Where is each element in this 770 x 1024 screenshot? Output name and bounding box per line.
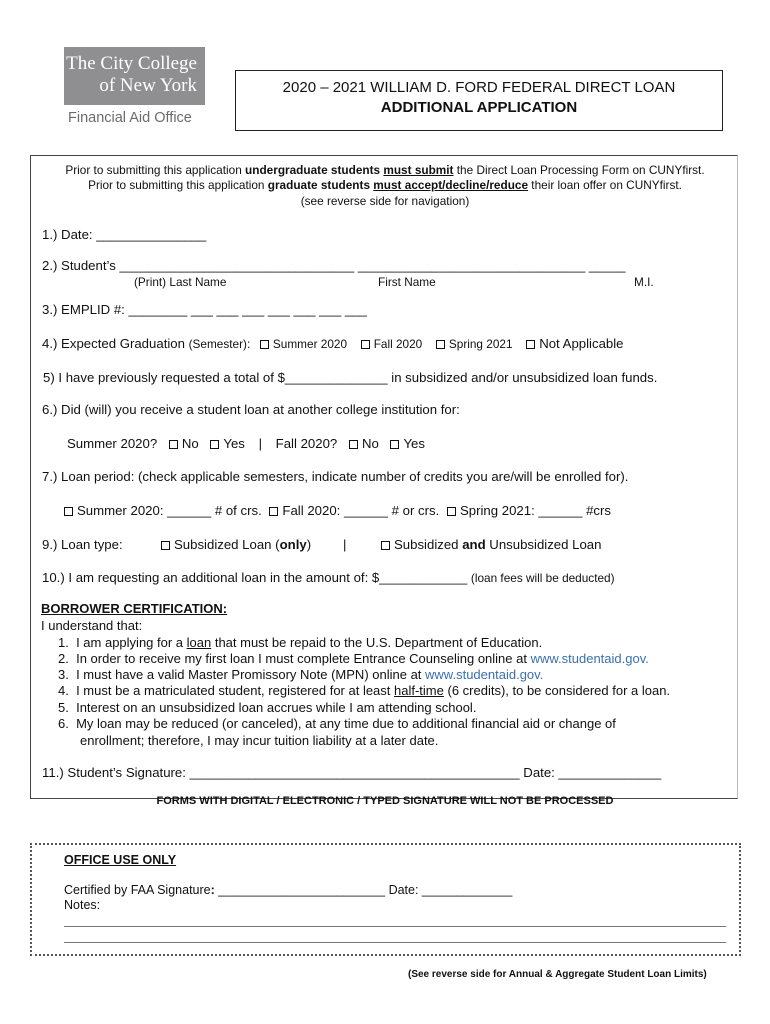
loan-period-options bbox=[64, 503, 611, 518]
cert-item-continuation: enrollment; therefore, I may incur tuition liability at a later date. bbox=[80, 733, 439, 748]
notes-line[interactable] bbox=[64, 926, 726, 927]
checkbox-icon bbox=[436, 340, 445, 349]
logo-subtitle: Financial Aid Office bbox=[68, 110, 192, 126]
student-name-field[interactable]: 2.) Student’s ________________________________ _______________________________ _____ bbox=[42, 258, 626, 273]
form-subtitle: ADDITIONAL APPLICATION bbox=[380, 99, 578, 116]
fall-yes-option[interactable]: Yes bbox=[390, 436, 425, 451]
borrower-certification-title: BORROWER CERTIFICATION: bbox=[41, 601, 228, 616]
date-field[interactable]: 1.) Date: _______________ bbox=[42, 227, 207, 242]
summer-yes-option[interactable]: Yes bbox=[210, 436, 245, 451]
other-college-loan-question: 6.) Did (will) you receive a student loan at another college institution for: bbox=[42, 402, 460, 417]
checkbox-icon bbox=[64, 507, 73, 516]
period-fall-option[interactable]: Fall 2020: ______ # or crs. bbox=[269, 503, 439, 518]
checkbox-icon bbox=[161, 541, 170, 550]
emplid-field[interactable]: 3.) EMPLID #: ________ ___ ___ ___ ___ ___ ___ ___ bbox=[42, 302, 367, 317]
summer-no-option[interactable]: No bbox=[169, 436, 199, 451]
first-name-caption: First Name bbox=[378, 275, 436, 289]
faa-signature-field[interactable]: Certified by FAA Signature: ________________________ Date: _____________ bbox=[64, 883, 513, 897]
signature-warning: FORMS WITH DIGITAL / ELECTRONIC / TYPED SIGNATURE WILL NOT BE PROCESSED bbox=[156, 795, 614, 807]
checkbox-icon bbox=[390, 440, 399, 449]
form-title-box bbox=[235, 70, 723, 131]
additional-loan-amount-field[interactable]: 10.) I am requesting an additional loan in the amount of: $____________ (loan fees will be deducted) bbox=[42, 570, 615, 585]
loan-period-question: 7.) Loan period: (check applicable semesters, indicate number of credits you are/will be enrolled for). bbox=[42, 469, 629, 484]
last-name-caption: (Print) Last Name bbox=[134, 275, 227, 289]
notes-line[interactable] bbox=[64, 942, 726, 943]
checkbox-icon bbox=[349, 440, 358, 449]
checkbox-icon bbox=[447, 507, 456, 516]
other-college-loan-options: Summer 2020? No Yes | Fall 2020? No Yes bbox=[67, 436, 425, 451]
period-spring-option[interactable]: Spring 2021: ______ #crs bbox=[447, 503, 611, 518]
grad-summer-2020-option[interactable]: Summer 2020 bbox=[260, 337, 347, 351]
period-summer-option[interactable]: Summer 2020: ______ # of crs. bbox=[64, 503, 262, 518]
cert-item: 6. My loan may be reduced (or canceled), at any time due to additional financial aid or change of bbox=[58, 716, 616, 731]
checkbox-icon bbox=[269, 507, 278, 516]
college-logo bbox=[64, 47, 205, 105]
checkbox-icon bbox=[381, 541, 390, 550]
loan-type-subsidized-option[interactable]: Subsidized Loan (only) bbox=[161, 537, 311, 552]
cert-item: 4. I must be a matriculated student, registered for at least half-time (6 credits), to be considered for a loan. bbox=[58, 683, 671, 698]
studentaid-link[interactable]: www.studentaid.gov. bbox=[425, 667, 544, 682]
expected-graduation-row: 4.) Expected Graduation (Semester): Summer 2020 Fall 2020 Spring 2021 Not Applicable bbox=[42, 336, 624, 351]
checkbox-icon bbox=[210, 440, 219, 449]
notes-label: Notes: bbox=[64, 898, 101, 912]
checkbox-icon bbox=[361, 340, 370, 349]
checkbox-icon bbox=[260, 340, 269, 349]
grad-fall-2020-option[interactable]: Fall 2020 bbox=[361, 337, 423, 351]
intro-line-undergrad: Prior to submitting this application undergraduate students must submit the Direct Loan Processing Form on CUNYfirst. bbox=[65, 163, 705, 177]
cert-item: 1. I am applying for a loan that must be repaid to the U.S. Department of Education. bbox=[58, 635, 543, 650]
cert-item: 5. Interest on an unsubsidized loan accrues while I am attending school. bbox=[58, 700, 477, 715]
form-title: 2020 – 2021 WILLIAM D. FORD FEDERAL DIRECT LOAN bbox=[282, 79, 676, 96]
footer-note: (See reverse side for Annual & Aggregate Student Loan Limits) bbox=[408, 969, 707, 980]
checkbox-icon bbox=[526, 340, 535, 349]
mi-caption: M.I. bbox=[634, 275, 654, 289]
grad-not-applicable-option[interactable]: Not Applicable bbox=[526, 336, 623, 351]
student-signature-field[interactable]: 11.) Student’s Signature: _____________________________________________ Date: ______________ bbox=[42, 765, 662, 780]
fall-no-option[interactable]: No bbox=[349, 436, 379, 451]
loan-type-label: 9.) Loan type: bbox=[42, 537, 123, 552]
loan-type-separator: | bbox=[343, 537, 347, 552]
intro-navigation-note: (see reverse side for navigation) bbox=[300, 194, 470, 208]
cert-item: 2. In order to receive my first loan I must complete Entrance Counseling online at www.studentaid.gov. bbox=[58, 651, 649, 666]
studentaid-link[interactable]: www.studentaid.gov. bbox=[530, 651, 649, 666]
checkbox-icon bbox=[169, 440, 178, 449]
loan-type-both-option[interactable]: Subsidized and Unsubsidized Loan bbox=[381, 537, 601, 552]
previous-loan-total-field[interactable]: 5) I have previously requested a total of $______________ in subsidized and/or unsubsidized loan funds. bbox=[43, 370, 658, 385]
office-use-title: OFFICE USE ONLY bbox=[64, 853, 177, 867]
certification-intro: I understand that: bbox=[41, 618, 143, 633]
grad-spring-2021-option[interactable]: Spring 2021 bbox=[436, 337, 513, 351]
cert-item: 3. I must have a valid Master Promissory Note (MPN) online at www.studentaid.gov. bbox=[58, 667, 544, 682]
logo-line-1: The City College bbox=[66, 53, 197, 74]
logo-line-2: of New York bbox=[99, 75, 197, 96]
intro-line-grad: Prior to submitting this application graduate students must accept/decline/reduce their loan offer on CUNYfirst. bbox=[88, 178, 682, 192]
